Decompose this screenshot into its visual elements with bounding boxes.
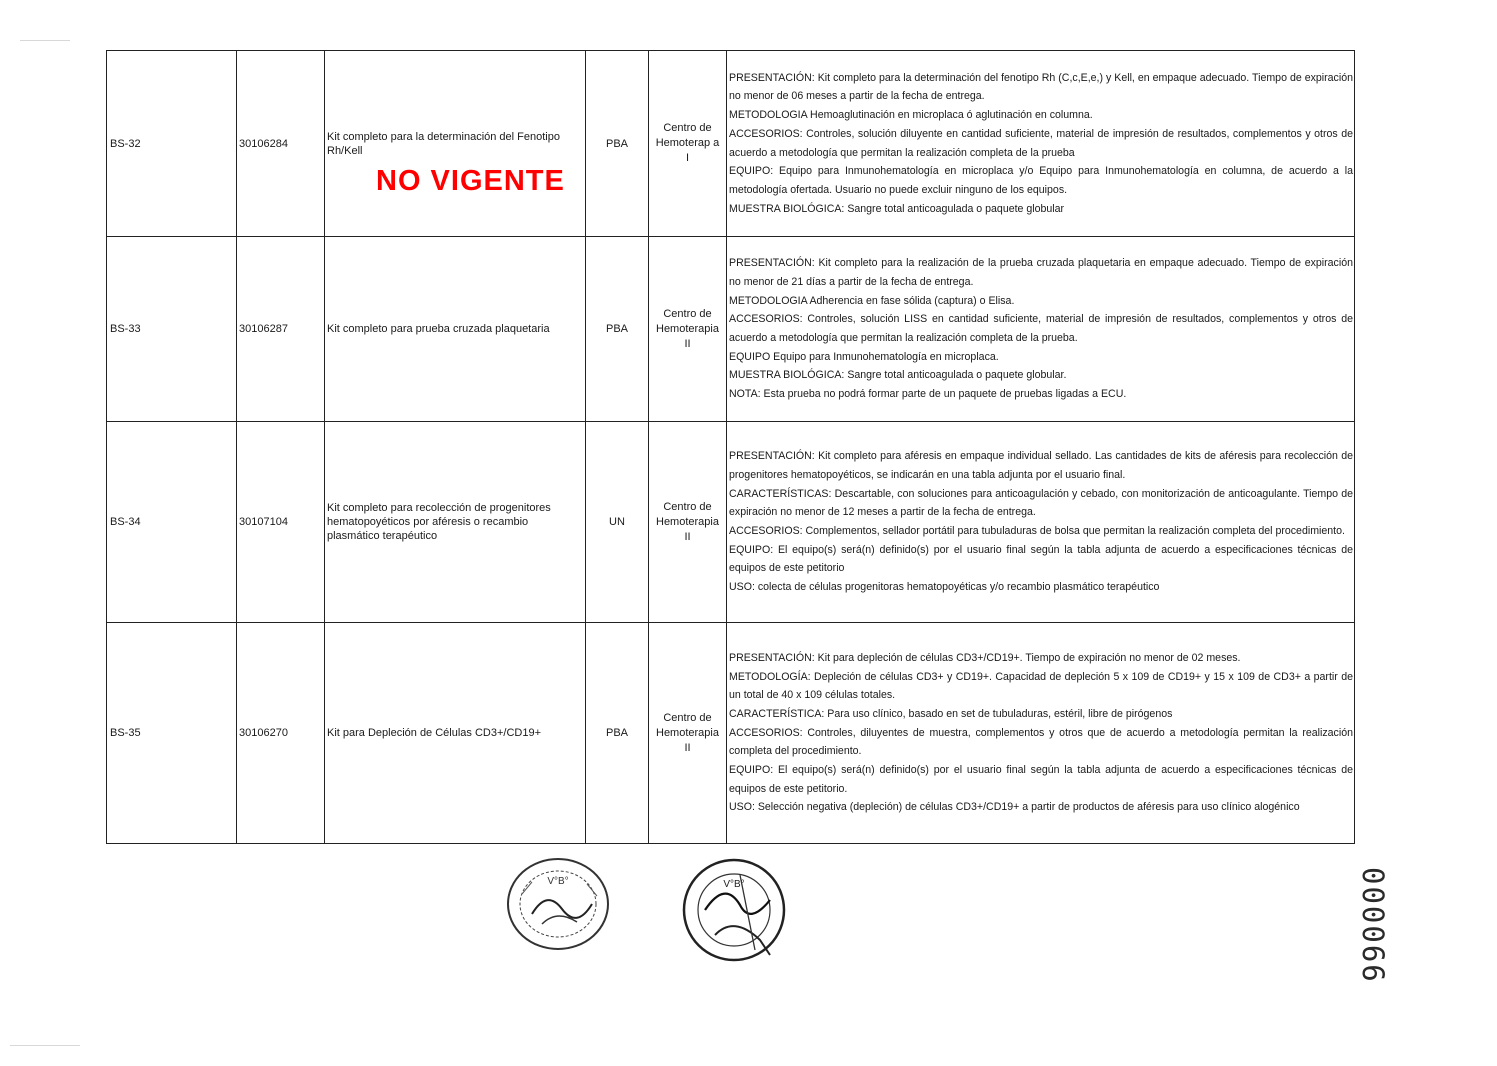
level-line: Centro de (663, 711, 712, 724)
item-unit: UN (586, 422, 649, 623)
scan-artifact-bottom (10, 1045, 80, 1046)
spec-line: MUESTRA BIOLÓGICA: Sangre total anticoagulada o paquete globular. (729, 369, 1067, 382)
level-line: II (684, 530, 691, 543)
seal-left (502, 854, 614, 954)
table-row (107, 51, 1355, 237)
item-number: 30106287 (237, 237, 325, 422)
spec-line: EQUIPO Equipo para Inmunohematología en microplaca. (729, 350, 999, 363)
no-vigente-stamp: NO VIGENTE (376, 165, 565, 197)
seal-label: V°B° (723, 879, 745, 890)
item-number: 30107104 (237, 422, 325, 623)
seal-right (670, 855, 798, 965)
spec-line: ACCESORIOS: Controles, solución diluyente en cantidad suficiente, material de impresión de resultados, complementos y otros de acuerdo a metodología que permitan la realización completa de la prueba (729, 127, 1353, 159)
table-row (107, 237, 1355, 422)
item-code: BS-34 (107, 422, 237, 623)
spec-line: METODOLOGÍA: Depleción de células CD3+ y CD19+. Capacidad de depleción 5 x 109 de CD19+ y 15 x 109 de CD3+ a partir de un total de 40 x 109 células totales. (729, 670, 1353, 702)
spec-line: NOTA: Esta prueba no podrá formar parte de un paquete de pruebas ligadas a ECU. (729, 388, 1127, 401)
level-line: Centro de (663, 307, 712, 320)
spec-line: PRESENTACIÓN: Kit completo para aféresis en empaque individual sellado. Las cantidades de kits de aféresis para recolección de progenitores hematopoyéticos, se indicarán en una tabla adjunta por el usuario final. (729, 450, 1353, 481)
spec-line: PRESENTACIÓN: Kit para depleción de células CD3+/CD19+. Tiempo de expiración no menor de 02 meses. (729, 651, 1241, 664)
spec-line: PRESENTACIÓN: Kit completo para la determinación del fenotipo Rh (C,c,E,e,) y Kell, en empaque adecuado. Tiempo de expiración no menor de 06 meses a partir de la fecha de entrega. (729, 71, 1353, 103)
spec-line: ACCESORIOS: Complementos, sellador portátil para tubuladuras de bolsa que permitan la realización completa del procedimiento. (729, 525, 1345, 537)
item-code: BS-35 (107, 623, 237, 844)
table-row (107, 623, 1355, 844)
item-specification (727, 51, 1355, 237)
item-number: 30106284 (237, 51, 325, 237)
spec-line: ACCESORIOS: Controles, solución LISS en cantidad suficiente, material de impresión de resultados, complementos y otros de acuerdo a metodología que permitan la realización completa de la prueba. (729, 313, 1353, 344)
item-description: Kit completo para la determinación del Fenotipo Rh/Kell (325, 51, 586, 237)
seal-label: V°B° (547, 876, 569, 887)
spec-line: EQUIPO: El equipo(s) será(n) definido(s) por el usuario final según la tabla adjunta de acuerdo a especificaciones técnicas de equipos de este petitorio (729, 543, 1353, 575)
item-unit: PBA (586, 623, 649, 844)
item-level (649, 51, 727, 237)
spec-line: CARACTERÍSTICA: Para uso clínico, basado en set de tubuladuras, estéril, libre de pirógenos (729, 707, 1173, 720)
level-line: Centro de (663, 122, 712, 134)
scan-artifact-top (20, 40, 70, 41)
level-line: I (685, 152, 690, 164)
item-level (649, 422, 727, 623)
spec-line: CARACTERÍSTICAS: Descartable, con soluciones para anticoagulación y cebado, con monitorización de anticoagulante. Tiempo de expiración no menor de 12 meses a partir de la fecha de entrega. (729, 487, 1353, 519)
specification-table (106, 50, 1355, 844)
table-row (107, 422, 1355, 623)
level-line: II (684, 337, 691, 350)
item-description: Kit completo para prueba cruzada plaquetaria (325, 237, 586, 422)
item-code: BS-32 (107, 51, 237, 237)
spec-line: MUESTRA BIOLÓGICA: Sangre total anticoagulada o paquete globular (729, 202, 1065, 215)
level-line: Hemoterap a (655, 137, 720, 149)
level-line: Hemoterapia (656, 322, 719, 335)
folio-number: 000066 (1356, 867, 1390, 984)
spec-line: USO: Selección negativa (depleción) de células CD3+/CD19+ a partir de productos de aféresis para uso clínico alogénico (729, 801, 1300, 814)
level-line: Centro de (663, 500, 712, 513)
spec-line: EQUIPO: El equipo(s) será(n) definido(s) por el usuario final según la tabla adjunta de acuerdo a especificaciones técnicas de equipos de este petitorio. (729, 764, 1353, 795)
item-unit: PBA (586, 51, 649, 237)
item-specification (727, 623, 1355, 844)
spec-line: METODOLOGIA Hemoaglutinación en microplaca ó aglutinación en columna. (729, 109, 1093, 122)
item-level (649, 237, 727, 422)
item-unit: PBA (586, 237, 649, 422)
item-number: 30106270 (237, 623, 325, 844)
item-specification (727, 237, 1355, 422)
spec-line: ACCESORIOS: Controles, diluyentes de muestra, complementos y otros que de acuerdo a metodología permitan la realización completa del procedimiento. (729, 726, 1353, 758)
spec-line: USO: colecta de células progenitoras hematopoyéticas y/o recambio plasmático terapéutico (729, 581, 1160, 594)
item-description: Kit para Depleción de Células CD3+/CD19+ (325, 623, 586, 844)
item-specification (727, 422, 1355, 623)
item-description: Kit completo para recolección de progenitores hematopoyéticos por aféresis o recambio plasmático terapéutico (325, 422, 586, 623)
spec-line: EQUIPO: Equipo para Inmunohematología en microplaca y/o Equipo para Inmunohematología en columna, de acuerdo a la metodología ofertada. Usuario no puede excluir ninguno de los equipos. (729, 165, 1353, 196)
spec-line: METODOLOGIA Adherencia en fase sólida (captura) o Elisa. (729, 294, 1015, 307)
item-code: BS-33 (107, 237, 237, 422)
item-level (649, 623, 727, 844)
level-line: Hemoterapia (656, 515, 719, 528)
level-line: Hemoterapia (656, 726, 719, 739)
level-line: II (684, 741, 691, 754)
spec-line: PRESENTACIÓN: Kit completo para la realización de la prueba cruzada plaquetaria en empaque adecuado. Tiempo de expiración no menor de 21 días a partir de la fecha de entrega. (729, 257, 1353, 288)
